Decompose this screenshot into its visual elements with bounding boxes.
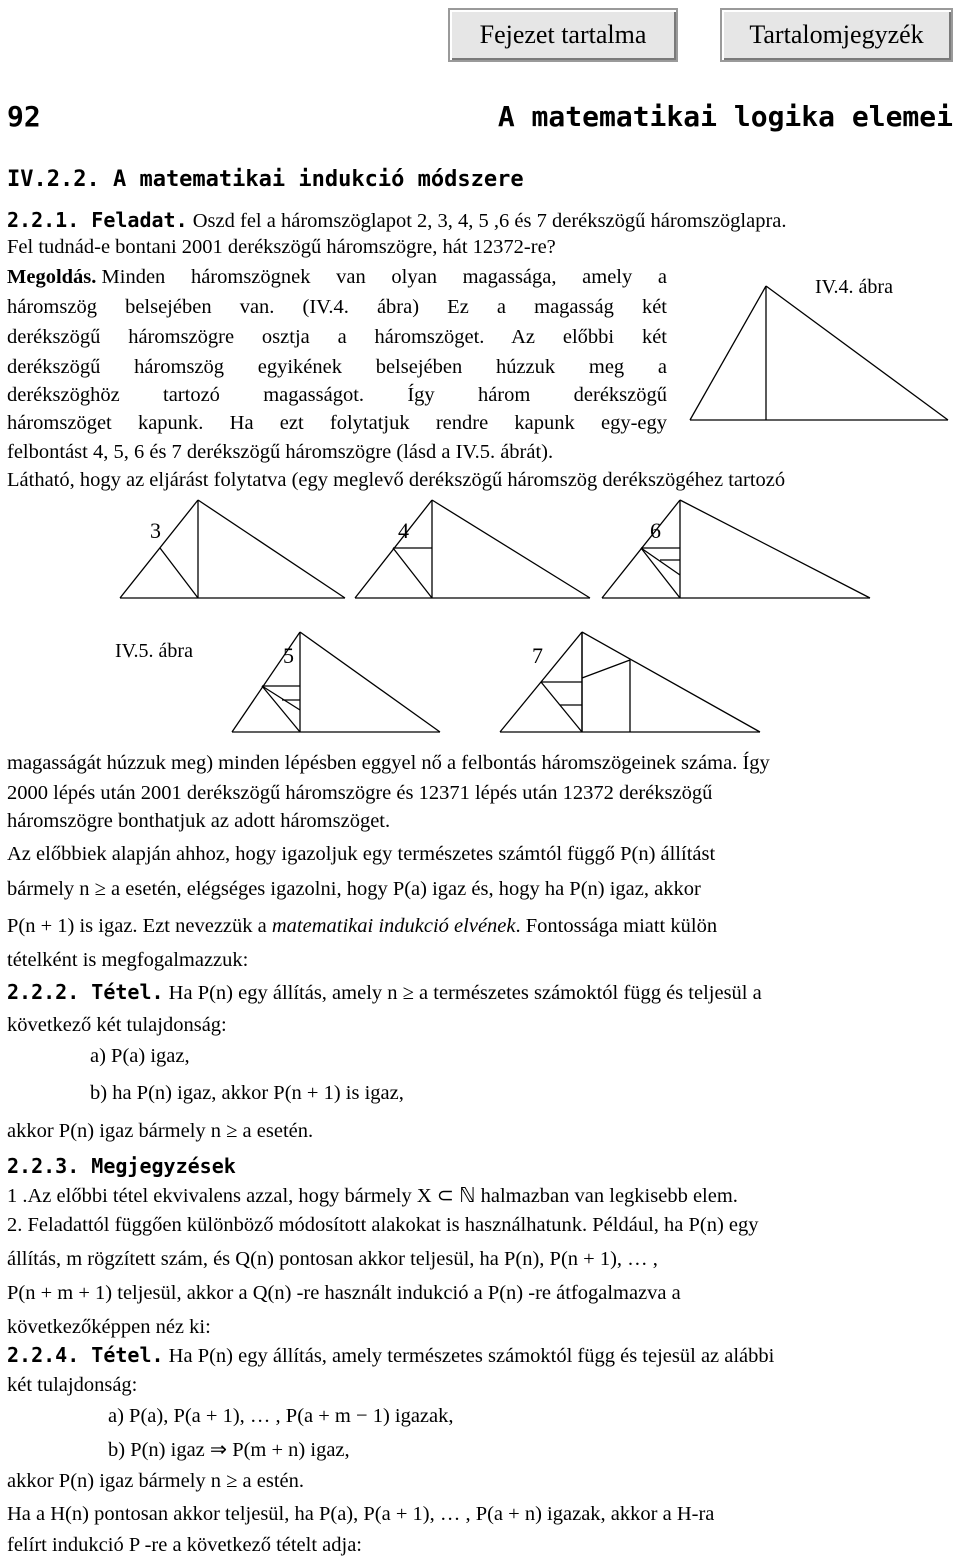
fig5-caption: IV.5. ábra [115, 640, 193, 662]
solution-text-6: háromszöget kapunk. Ha ezt folytatjuk rendre kapunk egy-egy [7, 412, 667, 434]
theorem-224-condition-a: a) P(a), P(a + 1), … , P(a + m − 1) igazak, [108, 1405, 454, 1427]
chapter-title: A matematikai logika elemei [497, 100, 953, 133]
fig5-label-3: 3 [150, 518, 161, 543]
solution-text-2: háromszög belsejében van. (IV.4. ábra) Ez a magasság két [7, 296, 667, 318]
page-number: 92 [7, 100, 41, 133]
fig5-triangle-3 [120, 500, 345, 598]
theorem-224-label: 2.2.4. Tétel. [7, 1343, 164, 1367]
solution-line-7: felbontást 4, 5, 6 és 7 derékszögű háromszögre (lásd a IV.5. ábrát). [7, 441, 554, 463]
fig5-label-7: 7 [532, 643, 543, 668]
solution-text-3: derékszögű háromszögre osztja a háromszöget. Az előbbi két [7, 326, 667, 348]
fig5-label-4: 4 [398, 518, 409, 543]
solution-text-1: Minden háromszögnek van olyan magassága, amely a [101, 266, 667, 288]
theorem-222-text-1: Ha P(n) egy állítás, amely n ≥ a természetes számoktól függ és teljesül a [168, 982, 762, 1004]
theorem-224-conclusion: akkor P(n) igaz bármely n ≥ a estén. [7, 1470, 305, 1492]
induction-line-4: tételként is megfogalmazzuk: [7, 949, 249, 971]
solution-line-11: háromszögre bonthatjuk az adott háromszöget. [7, 810, 391, 832]
solution-text-5: derékszöghöz tartozó magasságot. Így három derékszögű [7, 384, 667, 406]
induction-text-3a: P(n + 1) is igaz. Ezt nevezzük a [7, 915, 272, 937]
theorem-222-condition-b: b) ha P(n) igaz, akkor P(n + 1) is igaz, [90, 1082, 404, 1104]
solution-line-9: magasságát húzzuk meg) minden lépésben eggyel nő a felbontás háromszögeinek száma. Így [7, 752, 770, 774]
theorem-224-line-2: két tulajdonság: [7, 1374, 138, 1396]
theorem-222-line-1 [7, 980, 762, 1005]
induction-text-3c: . Fontossága miatt külön [515, 915, 718, 937]
theorem-222-conclusion: akkor P(n) igaz bármely n ≥ a esetén. [7, 1120, 314, 1142]
fig5-label-6: 6 [650, 518, 661, 543]
table-of-contents-label: Tartalomjegyzék [749, 20, 924, 49]
solution-line-10: 2000 lépés után 2001 derékszögű háromszögre és 12371 lépés után 12372 derékszögű [7, 782, 713, 804]
theorem-224-followup-1: Ha a H(n) pontosan akkor teljesül, ha P(a), P(a + 1), … , P(a + n) igazak, akkor a H-ra [7, 1503, 715, 1525]
fig5-triangle-4 [355, 500, 590, 598]
fig5-triangle-6 [602, 500, 870, 598]
theorem-222-line-2: következő két tulajdonság: [7, 1014, 227, 1036]
chapter-contents-label: Fejezet tartalma [479, 20, 647, 49]
theorem-224-condition-b: b) P(n) igaz ⇒ P(m + n) igaz, [108, 1439, 350, 1461]
exercise-label: 2.2.1. Feladat. [7, 208, 188, 232]
fig5-label-5: 5 [283, 643, 294, 668]
section-title: IV.2.2. A matematikai indukció módszere [7, 167, 524, 192]
induction-principle-term: matematikai indukció elvének [271, 915, 516, 937]
theorem-222-condition-a: a) P(a) igaz, [90, 1045, 190, 1067]
theorem-222-label: 2.2.2. Tétel. [7, 980, 164, 1004]
induction-line-3 [7, 915, 717, 938]
remark-2-line-4: következőképpen néz ki: [7, 1316, 211, 1338]
exercise-line-2: Fel tudnád-e bontani 2001 derékszögű háromszögre, hát 12372-re? [7, 236, 556, 258]
induction-line-2: bármely n ≥ a esetén, elégséges igazolni, hogy P(a) igaz és, hogy ha P(n) igaz, akkor [7, 878, 701, 900]
exercise-text-1: Oszd fel a háromszöglapot 2, 3, 4, 5 ,6 és 7 derékszögű háromszöglapra. [192, 210, 787, 232]
solution-label: Megoldás. [7, 266, 97, 288]
remark-2-line-2: állítás, m rögzített szám, és Q(n) pontosan akkor teljesül, ha P(n), P(n + 1), … , [7, 1248, 658, 1270]
fig4-caption: IV.4. ábra [815, 276, 893, 298]
induction-line-1: Az előbbiek alapján ahhoz, hogy igazoljuk egy természetes számtól függő P(n) állítást [7, 843, 716, 865]
fig5-triangle-5 [232, 632, 440, 732]
theorem-224-line-1 [7, 1343, 774, 1368]
remark-2-line-3: P(n + m + 1) teljesül, akkor a Q(n) -re használt indukció a P(n) -re átfogalmazva a [7, 1282, 681, 1304]
remark-2-line-1: 2. Feladattól függően különböző módosított alakokat is használhatunk. Például, ha P(n) egy [7, 1214, 759, 1236]
solution-line-8: Látható, hogy az eljárást folytatva (egy meglevő derékszögű háromszög derékszögéhez tartozó [7, 469, 786, 491]
remark-1: 1 .Az előbbi tétel ekvivalens azzal, hogy bármely X ⊂ ℕ halmazban van legkisebb elem. [7, 1185, 738, 1207]
solution-text-4: derékszögű háromszög egyikének belsejében húzzuk meg a [7, 356, 667, 378]
theorem-224-followup-2: felírt indukció P -re a következő tételt adja: [7, 1534, 363, 1556]
theorem-224-text-1: Ha P(n) egy állítás, amely természetes számoktól függ és tejesül az alábbi [168, 1345, 775, 1367]
remarks-label: 2.2.3. Megjegyzések [7, 1154, 236, 1178]
